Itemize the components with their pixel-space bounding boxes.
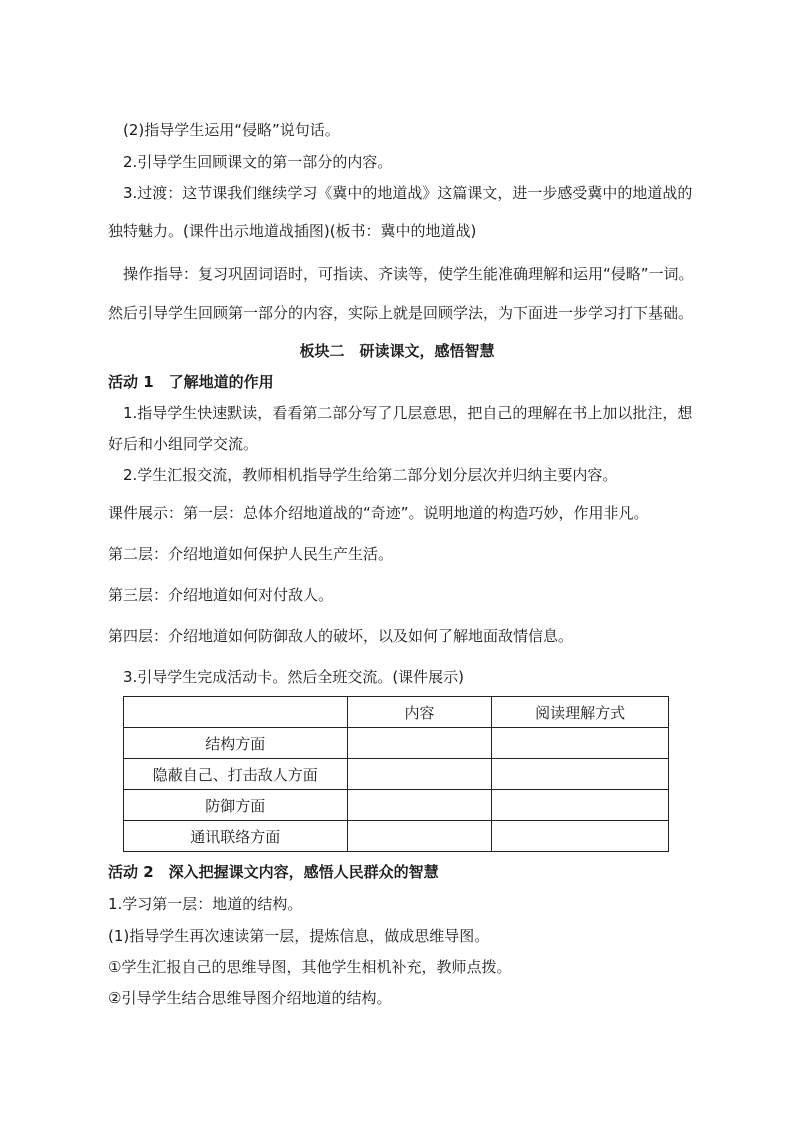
table-cell: [347, 790, 492, 821]
paragraph-a2-3: ①学生汇报自己的思维导图，其他学生相机补充，教师点拨。: [108, 958, 512, 976]
table-cell: [492, 759, 669, 790]
paragraph-l2: 2.引导学生回顾课文的第一部分的内容。: [123, 153, 393, 171]
activity-1-heading: 活动 1 了解地道的作用: [108, 373, 274, 391]
paragraph-a1-2: 2.学生汇报交流，教师相机指导学生给第二部分划分层次并归纳主要内容。: [123, 466, 618, 484]
paragraph-show1: 课件展示：第一层：总体介绍地道战的“奇迹”。说明地道的构造巧妙，作用非凡。: [108, 504, 649, 522]
table-row: [124, 821, 669, 852]
paragraph-a2-4: ②引导学生结合思维导图介绍地道的结构。: [108, 989, 392, 1007]
table-row: [124, 790, 669, 821]
paragraph-l4b: 然后引导学生回顾第一部分的内容，实际上就是回顾学法，为下面进一步学习打下基础。: [108, 304, 694, 322]
paragraph-a2-2: (1)指导学生再次速读第一层，提炼信息，做成思维导图。: [108, 927, 490, 945]
paragraph-show3: 第三层：介绍地道如何对付敌人。: [108, 586, 334, 604]
paragraph-l4a: 操作指导：复习巩固词语时，可指读、齐读等，使学生能准确理解和运用“侵略”一词。: [123, 265, 694, 283]
table-cell: [492, 821, 669, 852]
paragraph-a2-1: 1.学习第一层：地道的结构。: [108, 895, 303, 913]
table-row: [124, 728, 669, 759]
table-cell: [347, 728, 492, 759]
activity-2-heading: 活动 2 深入把握课文内容，感悟人民群众的智慧: [108, 863, 439, 881]
table-cell: 结构方面: [124, 728, 348, 759]
table-header-cell: [124, 697, 348, 728]
paragraph-show2: 第二层：介绍地道如何保护人民生产生活。: [108, 545, 394, 563]
table-cell: [347, 759, 492, 790]
paragraph-a1-1a: 1.指导学生快速默读，看看第二部分写了几层意思，把自己的理解在书上加以批注，想: [123, 404, 693, 422]
table-header-cell: 阅读理解方式: [492, 697, 669, 728]
paragraph-a1-3: 3.引导学生完成活动卡。然后全班交流。(课件展示): [123, 668, 465, 686]
table-header-cell: 内容: [347, 697, 492, 728]
paragraph-show4: 第四层：介绍地道如何防御敌人的破坏，以及如何了解地面敌情信息。: [108, 627, 574, 645]
table-cell: [492, 728, 669, 759]
paragraph-l3b: 独特魅力。(课件出示地道战插图)(板书：冀中的地道战): [108, 222, 477, 240]
table-cell: 通讯联络方面: [124, 821, 348, 852]
table-header-row: [124, 697, 669, 728]
table-cell: 防御方面: [124, 790, 348, 821]
paragraph-a1-1b: 好后和小组同学交流。: [108, 435, 259, 453]
section-heading: 板块二 研读课文，感悟智慧: [299, 342, 495, 360]
table-cell: [492, 790, 669, 821]
paragraph-l1: (2)指导学生运用“侵略”说句话。: [123, 121, 340, 139]
table-cell: 隐蔽自己、打击敌人方面: [124, 759, 348, 790]
table-cell: [347, 821, 492, 852]
table-row: [124, 759, 669, 790]
paragraph-l3a: 3.过渡：这节课我们继续学习《冀中的地道战》这篇课文，进一步感受冀中的地道战的: [123, 184, 693, 202]
activity-card-table: [123, 696, 669, 852]
